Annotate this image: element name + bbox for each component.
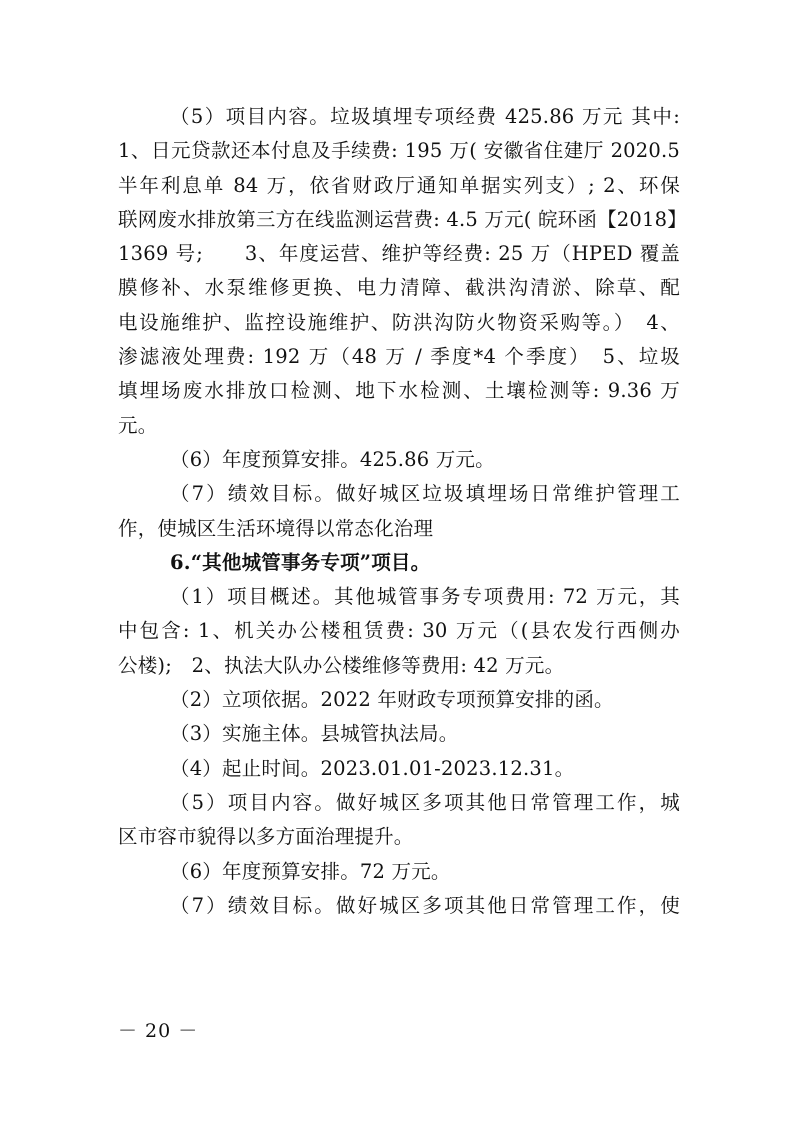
- text-line: 区市容市貌得以多方面治理提升。: [118, 825, 414, 849]
- text-line: 1、日元贷款还本付息及手续费: 195 万( 安徽省住建厅 2020.5: [118, 139, 680, 163]
- text-line: （7）绩效目标。做好城区垃圾填埋场日常维护管理工: [170, 482, 680, 506]
- text-line: （7）绩效目标。做好城区多项其他日常管理工作，使: [170, 893, 680, 917]
- text-line: 元。: [118, 413, 158, 437]
- section-heading: 6.“其他城管事务专项”项目。: [170, 550, 431, 574]
- text-line: 中包含: 1、机关办公楼租赁费: 30 万元（(县农发行西侧办: [118, 619, 680, 643]
- text-line: 联网废水排放第三方在线监测运营费: 4.5 万元( 皖环函【2018】: [118, 207, 687, 231]
- text-line: 半年利息单 84 万，依省财政厅通知单据实列支）; 2、环保: [118, 173, 680, 197]
- text-line: 作，使城区生活环境得以常态化治理: [118, 516, 434, 540]
- text-line: 填埋场废水排放口检测、地下水检测、土壤检测等: 9.36 万: [118, 379, 680, 403]
- text-line: （5）项目内容。做好城区多项其他日常管理工作，城: [170, 790, 680, 814]
- text-line: 1369 号; 3、年度运营、维护等经费: 25 万（HPED 覆盖: [118, 242, 680, 266]
- text-line: （2）立项依据。2022 年财政专项预算安排的函。: [170, 688, 614, 712]
- text-line: （6）年度预算安排。72 万元。: [170, 859, 451, 883]
- page-number: － 20 －: [118, 1020, 199, 1042]
- text-line: （3）实施主体。县城管执法局。: [170, 722, 459, 746]
- text-line: 电设施维护、监控设施维护、防洪沟防火物资采购等。） 4、: [118, 310, 680, 334]
- text-line: （6）年度预算安排。425.86 万元。: [170, 447, 495, 471]
- text-line: （5）项目内容。垃圾填埋专项经费 425.86 万元 其中:: [170, 105, 680, 128]
- text-line: 公楼); 2、执法大队办公楼维修等费用: 42 万元。: [118, 653, 565, 677]
- text-line: （1）项目概述。其他城管事务专项费用: 72 万元，其: [170, 585, 680, 609]
- text-line: （4）起止时间。2023.01.01-2023.12.31。: [170, 756, 575, 780]
- text-line: 渗滤液处理费: 192 万（48 万 / 季度*4 个季度） 5、垃圾: [118, 345, 680, 369]
- text-line: 膜修补、水泵维修更换、电力清障、截洪沟清淤、除草、配: [118, 276, 680, 300]
- body-text: [118, 100, 687, 923]
